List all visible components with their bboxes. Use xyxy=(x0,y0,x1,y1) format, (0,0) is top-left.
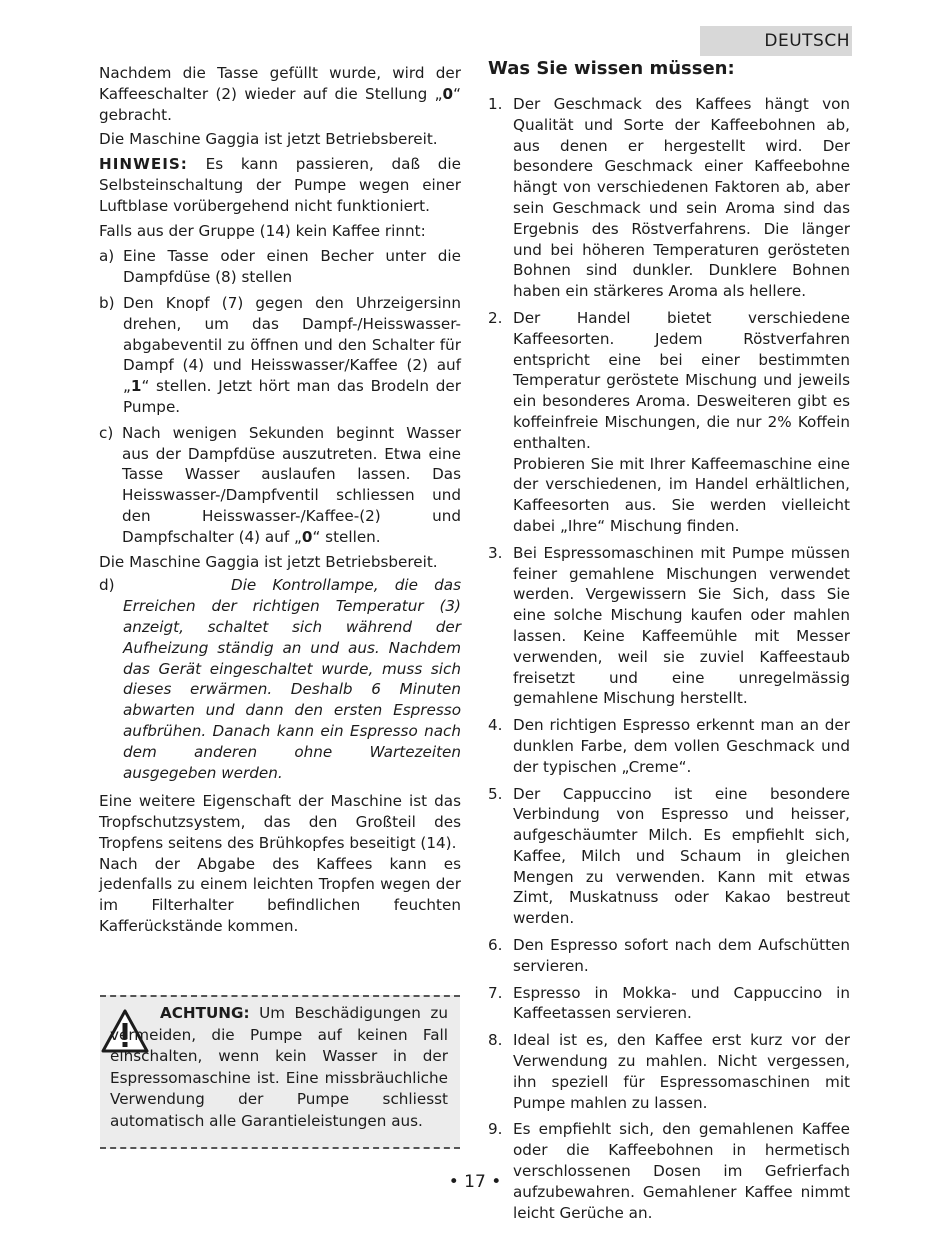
list-text-part: Der Geschmack des Kaffees hängt von Qualität und Sorte der Kaffeebohnen ab, aus denen er hergestellt wird. Der besondere Geschmack einer Kaffeebohne hängt von verschiedenen Faktoren ab, aber sein Geschmack und sein Aroma sind das Ergebnis des Röstverfahrens. Die länger und bei höheren Temperaturen gerösteten Bohnen sind dunkler. Dunklere Bohnen haben ein stärkeres Aroma als hellere. xyxy=(513,95,850,301)
list-item xyxy=(488,1030,850,1113)
list-number: 2. xyxy=(488,308,503,327)
list-text: Die Kontrollampe, die das Erreichen der richtigen Temperatur (3) anzeigt, schaltet sich während der Aufheizung ständig an und aus. Nachdem das Gerät eingeschaltet wurde, muss sich dieses erwärmen. Deshalb 6 Minuten abwarten und dann den ersten Espresso aufbrühen. Danach kann ein Espresso nach dem anderen ohne Wartezeiten ausgegeben werden. xyxy=(123,576,461,782)
list-label: b) xyxy=(99,293,115,312)
list-text-part: Espresso in Mokka- und Cappuccino in Kaffeetassen servieren. xyxy=(513,983,850,1023)
left-column xyxy=(99,63,461,937)
list-number: 9. xyxy=(488,1120,503,1139)
text: Den Knopf (7) gegen den Uhrzeigersinn drehen, um das Dampf-/Heisswasser-abgabeventil zu öffnen und den Schalter für Dampf (4) und Heisswasser/Kaffee (2) auf „ xyxy=(123,293,461,396)
list-item xyxy=(488,715,850,777)
warning-body: Um Beschädigungen zu vermeiden, die Pumpe auf keinen Fall einschalten, wenn kein Wasser in der Espressomaschine ist. Eine missbräuchliche Verwendung der Pumpe schliesst automatisch alle Garantieleistungen aus. xyxy=(110,1004,448,1130)
warning-label: ACHTUNG: xyxy=(160,1004,250,1022)
page-number: • 17 • xyxy=(448,1172,502,1192)
list-item xyxy=(488,784,850,930)
list-label: d) xyxy=(99,576,115,595)
list-text-part: Ideal ist es, den Kaffee erst kurz vor der Verwendung zu mahlen. Nicht vergessen, ihn speziell für Espressomaschinen mit Pumpe mahlen zu lassen. xyxy=(513,1031,850,1112)
list-text xyxy=(513,983,850,1025)
paragraph-drip-system: Eine weitere Eigenschaft der Maschine ist das Tropfschutzsystem, das den Großteil des Tropfens seitens des Brühkopfes beseitigt (14). xyxy=(99,792,461,852)
list-label: c) xyxy=(99,423,114,442)
list-text xyxy=(123,293,461,418)
list-item xyxy=(488,935,850,977)
list-text-part: Der Handel bietet verschiedene Kaffeesorten. Jedem Röstverfahren entspricht eine bei einer bestimmten Temperatur geröstete Mischung und jeweils ein besonderes Aroma. Desweiteren gibt es koffeinfreie Mischungen, die nur 2% Koffein enthalten. xyxy=(513,308,850,452)
list-number: 4. xyxy=(488,716,503,735)
list-text xyxy=(513,308,850,537)
list-text xyxy=(513,94,850,302)
note-paragraph xyxy=(99,154,461,216)
list-text-part: Der Cappuccino ist eine besondere Verbindung von Espresso und heisser, aufgeschäumter Milch. Es empfiehlt sich, Kaffee, Milch und Schaum in gleichen Mengen zu verwenden. Kann mit etwas Zimt, Muskatnuss oder Kakao bestreut werden. xyxy=(513,784,850,928)
section-heading: Was Sie wissen müssen: xyxy=(488,58,735,79)
list-number: 1. xyxy=(488,95,503,113)
text: “ gebracht. xyxy=(99,84,461,124)
bold-value: 1 xyxy=(130,377,142,396)
list-number: 7. xyxy=(488,983,503,1002)
text: Nachdem die Tasse gefüllt wurde, wird der Kaffeeschalter (2) wieder auf die Stellung „ xyxy=(99,64,461,103)
list-number: 5. xyxy=(488,784,503,803)
list-number: 8. xyxy=(488,1031,503,1050)
list-label: a) xyxy=(99,247,115,266)
dashed-border xyxy=(100,1147,460,1149)
list-text: Eine Tasse oder einen Becher unter die Dampfdüse (8) stellen xyxy=(123,247,461,287)
text: Nach wenigen Sekunden beginnt Wasser aus der Dampfdüse auszutreten. Etwa eine Tasse Wasser auslaufen lassen. Das Heisswasser-/Dampfventil schliessen und den Heisswasser-/Kaffee-(2) und Dampfschalter (4) auf „ xyxy=(122,423,461,546)
list-item xyxy=(488,543,850,709)
list-text-part: Bei Espressomaschinen mit Pumpe müssen feiner gemahlene Mischungen verwendet werden. Vergewissern Sie Sich, dass Sie eine solche Mischung kaufen oder mahlen lassen. Keine Kaffeemühle mit Messer verwenden, weil sie zuviel Kaffeestaub freisetzt und eine unregelmässig gemahlene Mischung herstellt. xyxy=(513,543,850,708)
numbered-list xyxy=(488,94,850,1223)
right-column xyxy=(488,58,850,1223)
note-label: HINWEIS: xyxy=(99,155,188,174)
list-text xyxy=(122,423,461,548)
list-item xyxy=(488,983,850,1025)
list-item-d xyxy=(99,575,461,783)
text: “ stellen. Jetzt hört man das Brodeln der Pumpe. xyxy=(123,377,461,416)
note-text: Es kann passieren, daß die Selbsteinschaltung der Pumpe wegen einer Luftblase vorübergehend nicht funktioniert. xyxy=(99,155,461,215)
list-item xyxy=(488,308,850,537)
list-text-part: Den Espresso sofort nach dem Aufschütten servieren. xyxy=(513,936,850,975)
paragraph-drip-residue: Nach der Abgabe des Kaffees kann es jedenfalls zu einem leichten Tropfen wegen der im Filterhalter befindlichen feuchten Kafferückstände kommen. xyxy=(99,854,461,936)
list-text-part: Probieren Sie mit Ihrer Kaffeemaschine eine der verschiedenen, im Handel erhältlichen, Kaffeesorten aus. Sie werden vielleicht dabei „Ihre“ Mischung finden. xyxy=(513,454,850,535)
list-text-part: Den richtigen Espresso erkennt man an der dunklen Farbe, dem vollen Geschmack und der typischen „Creme“. xyxy=(513,716,850,776)
list-text xyxy=(513,935,850,977)
paragraph-ready: Die Maschine Gaggia ist jetzt Betriebsbereit. xyxy=(99,130,438,149)
list-text xyxy=(513,715,850,777)
list-item-b xyxy=(99,293,461,418)
warning-box xyxy=(100,995,460,1149)
paragraph-no-coffee: Falls aus der Gruppe (14) kein Kaffee rinnt: xyxy=(99,221,426,240)
list-number: 6. xyxy=(488,936,503,955)
dashed-border xyxy=(100,995,460,997)
list-item xyxy=(488,94,850,302)
text: “ stellen. xyxy=(312,527,381,546)
warning-text xyxy=(110,1003,448,1132)
list-text xyxy=(513,1030,850,1113)
list-item-c xyxy=(99,423,461,548)
list-text-part: Es empfiehlt sich, den gemahlenen Kaffee oder die Kaffeebohnen in hermetisch verschlossenen Dosen im Gefrierfach aufzubewahren. Gemahlener Kaffee nimmt leicht Gerüche an. xyxy=(513,1120,850,1222)
list-text xyxy=(513,784,850,930)
list-item-a xyxy=(99,246,461,288)
list-text xyxy=(513,543,850,709)
bold-value: 0 xyxy=(301,527,313,546)
language-tab: DEUTSCH xyxy=(700,26,852,56)
paragraph-ready-2: Die Maschine Gaggia ist jetzt Betriebsbereit. xyxy=(99,552,438,571)
list-number: 3. xyxy=(488,543,503,562)
paragraph-coffee-switch xyxy=(99,63,461,125)
bold-value: 0 xyxy=(442,84,454,103)
